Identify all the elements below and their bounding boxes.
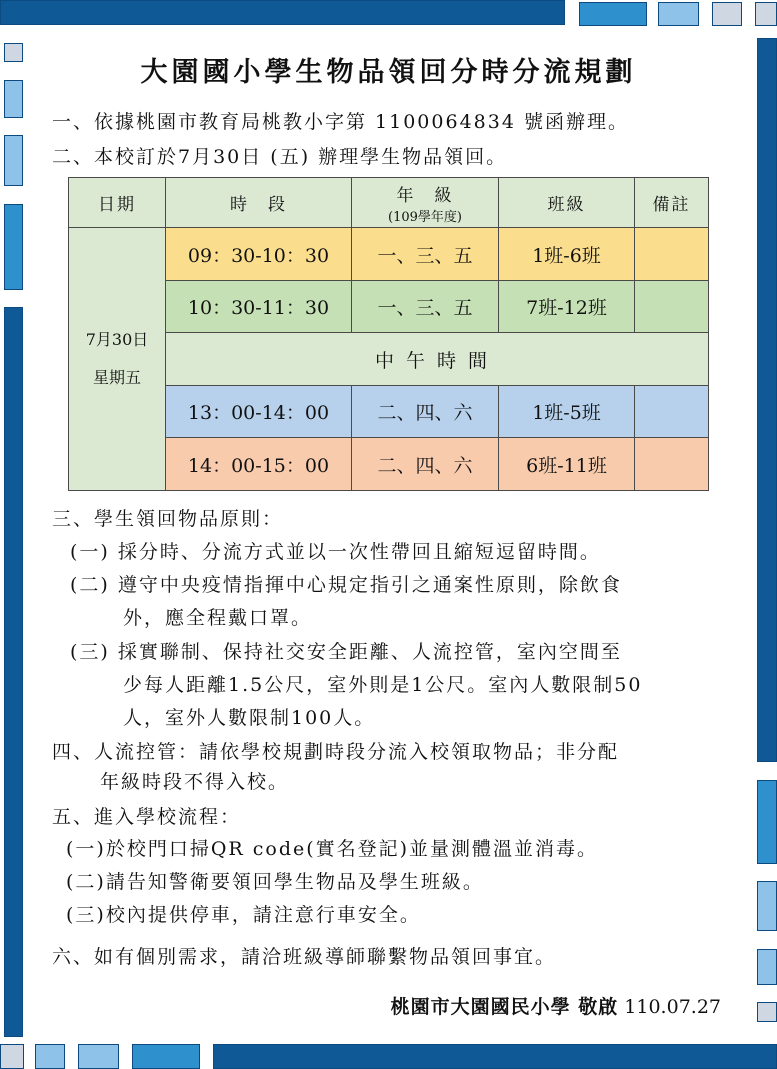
right-block-decoration xyxy=(757,881,777,931)
section4-line-2: 年級時段不得入校。 xyxy=(100,771,290,793)
signature xyxy=(391,992,721,1019)
schedule-table xyxy=(68,177,709,491)
right-bar-decoration xyxy=(757,38,777,762)
section3-item-2: (二) 遵守中央疫情指揮中心規定指引之通案性原則，除飲食 xyxy=(70,574,622,596)
bottom-block-decoration xyxy=(35,1044,65,1069)
right-block-decoration xyxy=(757,949,777,985)
intro-line-2: 二、本校訂於7月30日 (五) 辦理學生物品領回。 xyxy=(52,146,508,168)
right-block-decoration xyxy=(757,1002,777,1022)
header-date: 日期 xyxy=(69,178,166,228)
signature-school: 桃園市大園國民小學 敬啟 xyxy=(390,996,619,1018)
lunch-cell: 中午時間 xyxy=(166,333,709,386)
header-grade xyxy=(352,178,499,228)
time-cell: 10：30-11：30 xyxy=(166,281,352,333)
header-grade-sub: (109學年度) xyxy=(388,209,462,225)
grade-cell: 一、三、五 xyxy=(352,281,499,333)
section3-item-3: (三) 採實聯制、保持社交安全距離、人流控管，室內空間至 xyxy=(70,641,622,663)
grade-cell: 一、三、五 xyxy=(352,228,499,281)
top-block-decoration xyxy=(755,2,777,26)
page-title: 大園國小學生物品領回分時分流規劃 xyxy=(140,57,637,88)
weekday-line: 星期五 xyxy=(92,368,141,387)
right-block-decoration xyxy=(757,780,777,864)
section5-heading: 五、進入學校流程： xyxy=(52,806,242,828)
header-note: 備註 xyxy=(635,178,709,228)
date-line: 7月30日 xyxy=(85,330,149,349)
top-block-decoration xyxy=(658,2,699,26)
time-cell: 14：00-15：00 xyxy=(166,438,352,491)
section6-line: 六、如有個別需求，請洽班級導師聯繫物品領回事宜。 xyxy=(52,946,557,968)
class-cell: 6班-11班 xyxy=(499,438,635,491)
time-cell: 13：00-14：00 xyxy=(166,386,352,438)
note-cell xyxy=(635,228,709,281)
section3-item-3-cont: 少每人距離1.5公尺，室外則是1公尺。室內人數限制50 xyxy=(123,674,643,696)
header-grade-label: 年 級 xyxy=(396,185,454,206)
header-time: 時 段 xyxy=(166,178,352,228)
bottom-block-decoration xyxy=(132,1044,200,1069)
left-block-decoration xyxy=(4,135,23,186)
section5-item-2: (二)請告知警衛要領回學生物品及學生班級。 xyxy=(66,871,484,893)
note-cell xyxy=(635,281,709,333)
section5-item-3: (三)校內提供停車，請注意行車安全。 xyxy=(66,904,421,926)
left-bar-decoration xyxy=(4,307,23,1037)
section3-heading: 三、學生領回物品原則： xyxy=(52,508,284,530)
section4-line-1: 四、人流控管：請依學校規劃時段分流入校領取物品；非分配 xyxy=(52,741,620,763)
note-cell xyxy=(635,386,709,438)
section3-item-2-cont: 外，應全程戴口罩。 xyxy=(123,607,313,629)
top-block-decoration xyxy=(712,2,742,26)
note-cell xyxy=(635,438,709,491)
left-block-decoration xyxy=(4,204,23,290)
bottom-block-decoration xyxy=(78,1044,119,1069)
top-block-decoration xyxy=(579,2,647,26)
bottom-bar-decoration xyxy=(213,1044,777,1069)
time-cell: 09：30-10：30 xyxy=(166,228,352,281)
section5-item-1: (一)於校門口掃QR code(實名登記)並量測體溫並消毒。 xyxy=(66,838,599,860)
class-cell: 1班-6班 xyxy=(499,228,635,281)
table-row xyxy=(69,228,709,281)
section3-item-1: (一) 採分時、分流方式並以一次性帶回且縮短逗留時間。 xyxy=(70,541,601,563)
top-bar-decoration xyxy=(0,0,565,25)
class-cell: 1班-5班 xyxy=(499,386,635,438)
intro-line-1: 一、依據桃園市教育局桃教小字第 1100064834 號函辦理。 xyxy=(52,111,629,133)
bottom-block-decoration xyxy=(0,1044,24,1069)
section3-item-3-cont: 人，室外人數限制100人。 xyxy=(123,707,376,729)
header-class: 班級 xyxy=(499,178,635,228)
grade-cell: 二、四、六 xyxy=(352,438,499,491)
signature-date: 110.07.27 xyxy=(624,996,721,1018)
grade-cell: 二、四、六 xyxy=(352,386,499,438)
date-cell xyxy=(69,228,166,491)
class-cell: 7班-12班 xyxy=(499,281,635,333)
